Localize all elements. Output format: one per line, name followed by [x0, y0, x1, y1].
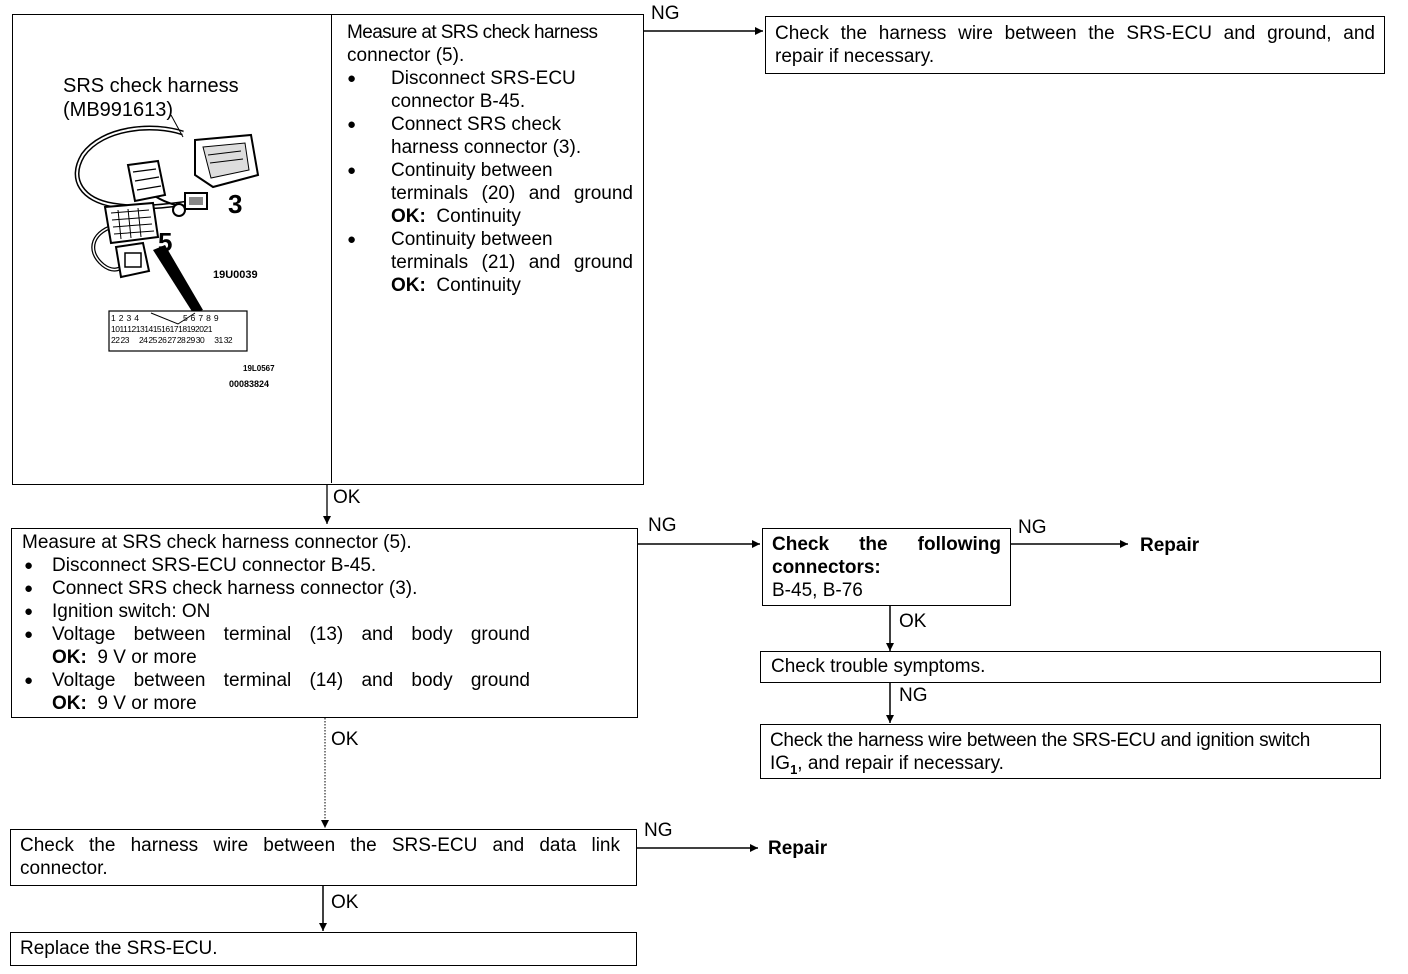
step1-title-line2: connector (5). [347, 45, 465, 66]
pin: 11 [119, 324, 128, 334]
step2-item [20, 554, 530, 577]
step4-box [10, 932, 637, 966]
connectors-ok-label: OK [899, 611, 927, 632]
step1-item-line: connector B-45. [391, 91, 526, 112]
trouble-symptoms-box [760, 651, 1381, 683]
figure-code-1: 19U0039 [213, 269, 258, 281]
pin: 28 [176, 335, 186, 345]
step2-item [20, 623, 530, 669]
pin: 32 [223, 335, 233, 345]
ok-label: OK: [52, 647, 87, 668]
ok-label: OK: [391, 275, 426, 296]
pin: 9 [213, 313, 219, 323]
ig-subscript: 1 [790, 761, 798, 777]
connectors-check-line1: Check the following [772, 534, 1001, 555]
step2-item-text: ● Disconnect SRS-ECU connector B-45. [52, 555, 377, 576]
step1-item-line: ● Continuity between [391, 229, 553, 250]
trouble-ng-label: NG [899, 685, 928, 706]
pin: 24 [138, 335, 148, 345]
ignition-harness-line1: Check the harness wire between the SRS-ECU and ignition switch [770, 730, 1311, 751]
step3-repair: Repair [768, 838, 828, 859]
pin: 18 [178, 324, 187, 334]
pin: 31 [214, 335, 223, 345]
connectors-repair: Repair [1140, 535, 1200, 556]
step1-box [12, 14, 644, 485]
pin: 4 [134, 313, 139, 323]
step2-ok-label: OK [331, 729, 359, 750]
step3-ok-label: OK [331, 892, 359, 913]
connectors-check-box [762, 528, 1011, 606]
pin-gap [205, 335, 213, 346]
step1-title-line1: Measure at SRS check harness [347, 22, 598, 43]
pin: 3 [126, 313, 132, 323]
trouble-symptoms-text: Check trouble symptoms. [771, 656, 986, 677]
step1-item-list [347, 67, 633, 297]
pin-row-1 [111, 313, 247, 324]
pin-row-2 [111, 324, 247, 335]
ig-prefix: IG [770, 753, 791, 774]
connectors-check-text [772, 533, 1001, 602]
step2-item [20, 600, 530, 623]
step1-ng-label: NG [651, 3, 680, 24]
ignition-harness-text [770, 729, 1370, 781]
ground-harness-box [765, 16, 1385, 74]
harness-part-number: (MB991613) [63, 99, 174, 121]
step3-box [10, 829, 637, 886]
step1-item [347, 67, 633, 113]
pin: 19 [186, 324, 196, 334]
pin: 7 [198, 313, 204, 323]
step4-text: Replace the SRS-ECU. [20, 938, 218, 959]
step2-item-ok [52, 692, 530, 715]
ok-label: OK: [52, 693, 87, 714]
pin: 16 [161, 324, 170, 334]
pin: 20 [195, 324, 204, 334]
pin-gap [130, 335, 138, 346]
pin: 1 [111, 313, 116, 323]
step2-item-text: ● Voltage between terminal (14) and body ground [52, 670, 530, 691]
ok-value: Continuity [436, 206, 521, 227]
step1-item-ok [391, 205, 633, 228]
pin-row-3 [111, 335, 247, 346]
connectors-check-line2: connectors: [772, 557, 881, 578]
step2-box [11, 528, 638, 718]
pin: 10 [111, 324, 120, 334]
step1-item-ok [391, 274, 633, 297]
pin: 6 [190, 313, 196, 323]
step1-item-line: harness connector (3). [391, 137, 582, 158]
figure-code-3: 00083824 [229, 379, 270, 389]
figure-code-2: 19L0567 [243, 364, 275, 373]
ground-harness-line1: Check the harness wire between the SRS-ECU and ground, and [775, 23, 1375, 44]
ok-value: 9 V or more [97, 693, 197, 714]
ok-label: OK: [391, 206, 426, 227]
step2-title: Measure at SRS check harness connector (5). [22, 532, 412, 553]
step2-instructions [22, 531, 530, 715]
ignition-harness-box [760, 724, 1381, 779]
step1-ok-label: OK [333, 487, 361, 508]
pin: 8 [206, 313, 211, 323]
connectors-ng-label: NG [1018, 517, 1047, 538]
step2-item-text: ● Connect SRS check harness connector (3). [52, 578, 418, 599]
step1-item [347, 113, 633, 159]
ground-harness-text [775, 22, 1375, 68]
ok-value: Continuity [436, 275, 521, 296]
step1-item-line: ● Disconnect SRS-ECU [391, 68, 576, 89]
step2-item-ok [52, 646, 530, 669]
harness-label: SRS check harness [63, 75, 239, 97]
step3-line2: connector. [20, 858, 108, 879]
step1-figure [13, 15, 332, 483]
ground-harness-line2: repair if necessary. [775, 46, 935, 67]
ig-suffix: , and repair if necessary. [797, 753, 1004, 774]
step2-item [20, 577, 530, 600]
step3-text [20, 834, 620, 880]
pin: 5 [182, 313, 188, 323]
pin: 13 [135, 324, 145, 334]
step1-item [347, 228, 633, 297]
pin: 26 [157, 335, 167, 345]
pin: 21 [203, 324, 212, 334]
step2-item-list [20, 554, 530, 715]
callout-3: 3 [228, 189, 243, 219]
callout-5: 5 [158, 227, 173, 257]
step1-item-line: terminals (20) and ground [391, 183, 633, 204]
step3-ng-label: NG [644, 820, 673, 841]
step1-item-line: terminals (21) and ground [391, 252, 633, 273]
pin: 12 [127, 324, 136, 334]
pin: 29 [186, 335, 195, 345]
step1-item-line: ● Continuity between [391, 160, 553, 181]
pin: 25 [148, 335, 157, 345]
step1-item [347, 159, 633, 228]
pin: 30 [195, 335, 205, 345]
step2-ng-label: NG [648, 515, 677, 536]
pin: 14 [144, 324, 153, 334]
step1-instructions [347, 21, 633, 297]
step2-item-text: ● Voltage between terminal (13) and body ground [52, 624, 530, 645]
pin: 15 [152, 324, 162, 334]
step2-item-text: ● Ignition switch: ON [52, 601, 211, 622]
step2-item [20, 669, 530, 715]
pin: 27 [167, 335, 176, 345]
pin: 17 [169, 324, 179, 334]
pin: 2 [118, 313, 124, 323]
step3-line1: Check the harness wire between the SRS-ECU and data link [20, 835, 620, 856]
ok-value: 9 V or more [97, 647, 197, 668]
step1-item-line: ● Connect SRS check [391, 114, 562, 135]
pin: 23 [120, 335, 129, 345]
connectors-check-line3: B-45, B-76 [772, 580, 863, 601]
ignition-harness-line2 [770, 752, 1370, 781]
pin: 22 [111, 335, 120, 345]
pin-grid [111, 313, 247, 346]
pin-gap [142, 313, 180, 324]
